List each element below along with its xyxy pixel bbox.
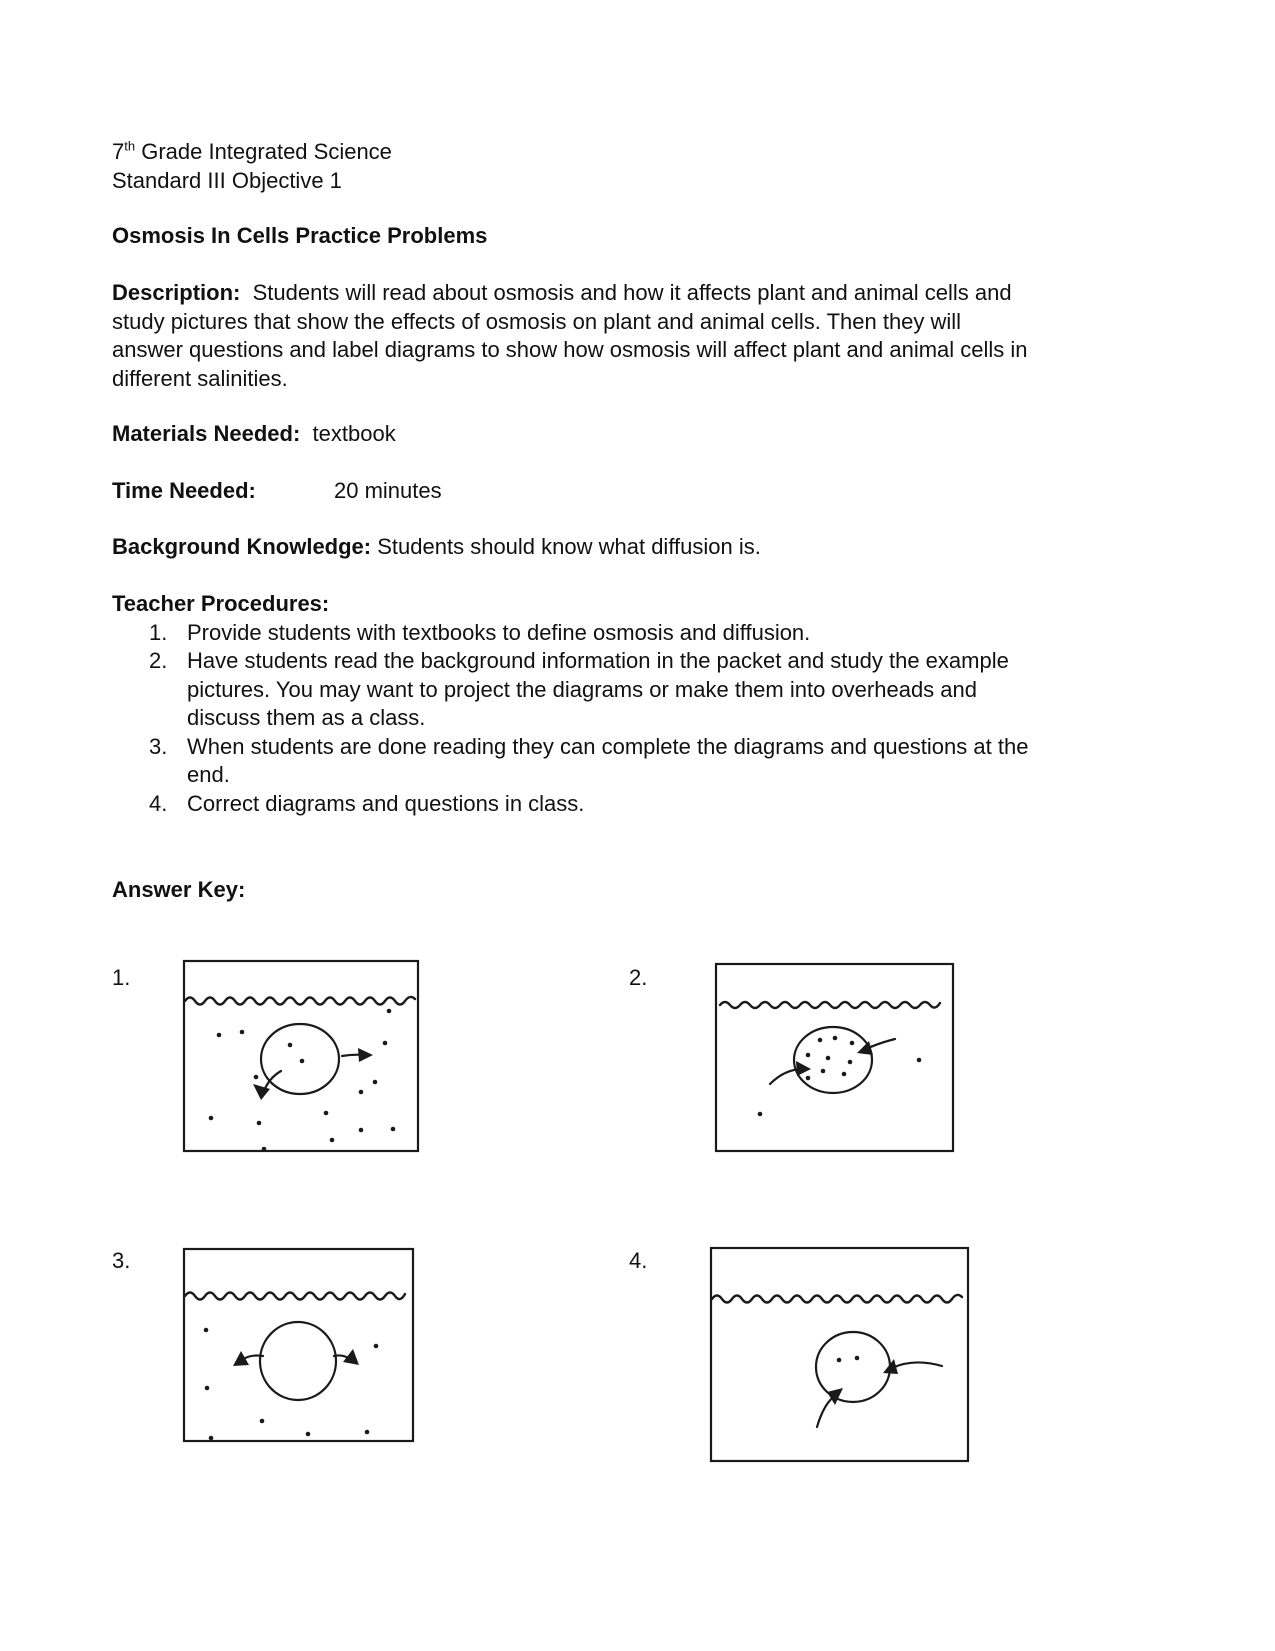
time-label: Time Needed: (112, 478, 256, 503)
background-value: Students should know what diffusion is. (377, 534, 761, 559)
water-out-arrow (342, 1048, 373, 1062)
solute-dots (204, 1328, 379, 1441)
solute-dots (758, 1036, 922, 1117)
figure-4-diagram (710, 1247, 969, 1462)
standard-objective: Standard III Objective 1 (112, 168, 342, 193)
figure-4-label: 4. (629, 1248, 648, 1273)
water-surface (712, 1295, 962, 1303)
materials-label: Materials Needed: (112, 421, 301, 446)
page-title: Osmosis In Cells Practice Problems (112, 223, 488, 248)
figure-1-label: 1. (112, 965, 131, 990)
description-section (112, 279, 1172, 393)
cell (816, 1332, 890, 1402)
materials-row (112, 420, 1172, 449)
description-line-4: different salinities. (112, 365, 288, 391)
figure-2-diagram (715, 963, 954, 1152)
procedure-item: 2. Have students read the background information in the packet and study the example pictures. You may want to project the diagrams or make them into overheads and discuss them as a class. (149, 648, 1009, 730)
water-out-arrow (233, 1351, 263, 1366)
water-surface (185, 997, 415, 1005)
procedures-section (112, 590, 1172, 818)
description-label: Description: (112, 280, 241, 305)
water-surface (185, 1293, 405, 1300)
solute-dots (837, 1356, 860, 1363)
water-surface (720, 1002, 940, 1008)
figure-3-diagram (183, 1248, 414, 1442)
time-value: 20 minutes (334, 478, 442, 503)
figure-2-label: 2. (629, 965, 648, 990)
beaker-outline (184, 961, 418, 1151)
water-in-arrow (817, 1388, 843, 1427)
cell (261, 1024, 339, 1094)
cell (260, 1322, 336, 1400)
answer-key-label: Answer Key: (112, 877, 246, 902)
water-in-arrow (334, 1349, 359, 1365)
procedure-item: 4. Correct diagrams and questions in class. (149, 790, 585, 816)
water-in-arrow (883, 1359, 942, 1374)
procedures-label: Teacher Procedures: (112, 591, 330, 616)
course-title: 7th Grade Integrated Science (112, 138, 392, 164)
procedure-item: 1. Provide students with textbooks to define osmosis and diffusion. (149, 619, 811, 645)
time-row (112, 477, 1172, 506)
description-line-2: study pictures that show the effects of osmosis on plant and animal cells. Then they will (112, 308, 962, 334)
description-line-1: Students will read about osmosis and how it affects plant and animal cells and (252, 280, 1012, 305)
figure-1-diagram (183, 960, 419, 1152)
figure-3-label: 3. (112, 1248, 131, 1273)
background-row (112, 533, 1172, 562)
procedures-list (112, 619, 1172, 819)
description-line-3: answer questions and label diagrams to show how osmosis will affect plant and animal cells in (112, 337, 1028, 362)
water-in-arrow (770, 1061, 811, 1084)
beaker-outline (716, 964, 953, 1151)
beaker-outline (184, 1249, 413, 1441)
beaker-outline (711, 1248, 968, 1461)
background-label: Background Knowledge: (112, 534, 372, 559)
procedure-item: 3. When students are done reading they can complete the diagrams and questions at the end. (149, 733, 1029, 787)
materials-value: textbook (312, 421, 396, 446)
solute-dots (209, 1009, 396, 1152)
water-in-arrow (857, 1039, 895, 1055)
